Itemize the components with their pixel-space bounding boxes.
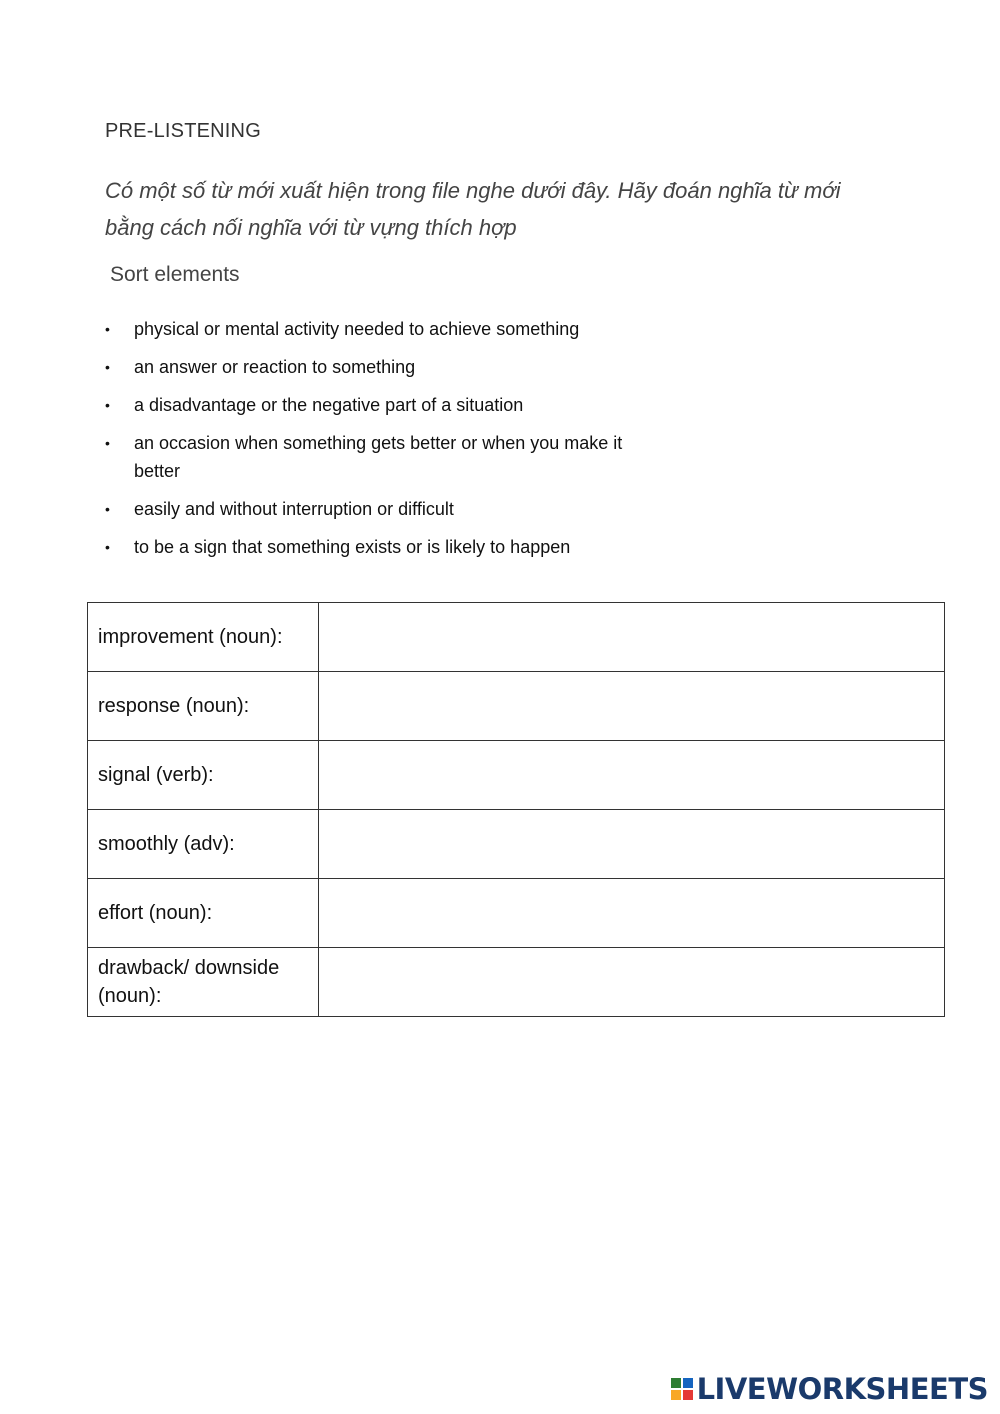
logo-square-red bbox=[683, 1390, 693, 1400]
instructions-line-2: bằng cách nối nghĩa với từ vựng thích hợp bbox=[105, 215, 517, 240]
vocab-term: improvement (noun): bbox=[88, 603, 319, 672]
table-row bbox=[88, 879, 945, 948]
answer-drop-zone[interactable] bbox=[319, 810, 945, 879]
logo-square-blue bbox=[683, 1378, 693, 1388]
vocab-term: smoothly (adv): bbox=[88, 810, 319, 879]
instructions bbox=[105, 172, 885, 246]
answer-drop-zone[interactable] bbox=[319, 741, 945, 810]
vocab-term: drawback/ downside (noun): bbox=[88, 948, 319, 1017]
answer-drop-zone[interactable] bbox=[319, 672, 945, 741]
table-row bbox=[88, 810, 945, 879]
vocab-term: response (noun): bbox=[88, 672, 319, 741]
instructions-line-1: Có một số từ mới xuất hiện trong file nghe dưới đây. Hãy đoán nghĩa từ mới bbox=[105, 178, 841, 203]
table-row bbox=[88, 603, 945, 672]
logo-square-yellow bbox=[671, 1390, 681, 1400]
answer-drop-zone[interactable] bbox=[319, 948, 945, 1017]
definition-item[interactable]: • physical or mental activity needed to achieve something bbox=[105, 315, 645, 343]
logo-square-green bbox=[671, 1378, 681, 1388]
section-heading: PRE-LISTENING bbox=[105, 120, 261, 142]
definition-item[interactable]: • an occasion when something gets better or when you make it better bbox=[105, 429, 645, 485]
vocabulary-table bbox=[87, 602, 945, 1017]
logo-text: LIVEWORKSHEETS bbox=[696, 1372, 988, 1406]
sort-elements-title: Sort elements bbox=[110, 263, 240, 286]
table-row bbox=[88, 741, 945, 810]
table-row bbox=[88, 672, 945, 741]
table-row bbox=[88, 948, 945, 1017]
answer-drop-zone[interactable] bbox=[319, 603, 945, 672]
definition-item[interactable]: • a disadvantage or the negative part of a situation bbox=[105, 391, 645, 419]
answer-drop-zone[interactable] bbox=[319, 879, 945, 948]
definition-list bbox=[105, 315, 645, 571]
definition-item[interactable]: • to be a sign that something exists or is likely to happen bbox=[105, 533, 645, 561]
definition-item[interactable]: • easily and without interruption or difficult bbox=[105, 495, 645, 523]
liveworksheets-logo-icon bbox=[671, 1378, 693, 1400]
definition-item[interactable]: • an answer or reaction to something bbox=[105, 353, 645, 381]
liveworksheets-logo[interactable] bbox=[671, 1372, 988, 1406]
vocab-term: signal (verb): bbox=[88, 741, 319, 810]
vocab-term: effort (noun): bbox=[88, 879, 319, 948]
